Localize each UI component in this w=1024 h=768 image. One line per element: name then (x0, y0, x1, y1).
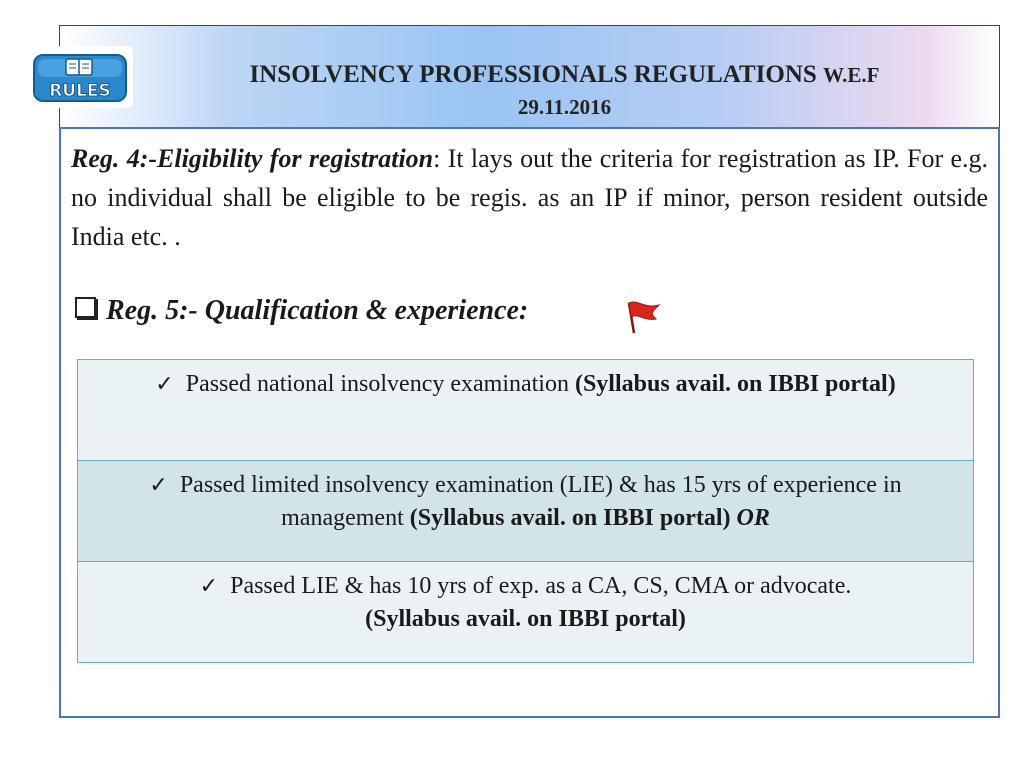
qualification-table (77, 359, 974, 663)
qualification-text: Passed national insolvency examination (179, 371, 575, 397)
title-wef: W.E.F (823, 63, 880, 87)
check-icon: ✓ (199, 574, 219, 599)
reg4-text: It lays out the criteria for registration as IP. For e.g. no individual shall be eligible to be regis. as an IP if minor, person resident outside India etc. . (71, 144, 989, 251)
reg5-label: Reg. 5:- Qualification & experience: (106, 295, 529, 326)
svg-text:RULES: RULES (49, 81, 111, 101)
reg5-heading (75, 295, 528, 327)
reg4-label: Reg. 4:-Eligibility for registration (71, 144, 434, 173)
qualification-cell (78, 562, 974, 663)
table-row (78, 461, 974, 562)
table-row (78, 360, 974, 461)
or-label: OR (736, 505, 770, 531)
title-banner (49, 25, 1000, 128)
qualification-cell (78, 360, 974, 461)
check-icon: ✓ (149, 473, 168, 498)
qualification-text: Passed limited insolvency examination (LIE) & has 15 yrs of experience in management (173, 472, 902, 531)
check-icon: ✓ (155, 372, 174, 397)
title-date: 29.11.2016 (517, 95, 612, 119)
red-flag-icon (623, 299, 663, 335)
syllabus-note: (Syllabus avail. on IBBI portal) (365, 606, 686, 632)
reg4-colon: : (433, 144, 441, 173)
rules-book-icon (26, 43, 136, 111)
checkbox-bullet-icon (75, 297, 96, 318)
syllabus-note: (Syllabus avail. on IBBI portal) (409, 505, 737, 531)
content-panel (59, 127, 1000, 718)
page-title (150, 59, 979, 123)
reg4-paragraph (71, 139, 988, 256)
table-row (78, 562, 974, 663)
qualification-text: Passed LIE & has 10 yrs of exp. as a CA, CS, CMA or advocate. (224, 573, 852, 599)
title-main: INSOLVENCY PROFESSIONALS REGULATIONS (249, 61, 817, 88)
qualification-cell (78, 461, 974, 562)
syllabus-note: (Syllabus avail. on IBBI portal) (574, 371, 896, 397)
